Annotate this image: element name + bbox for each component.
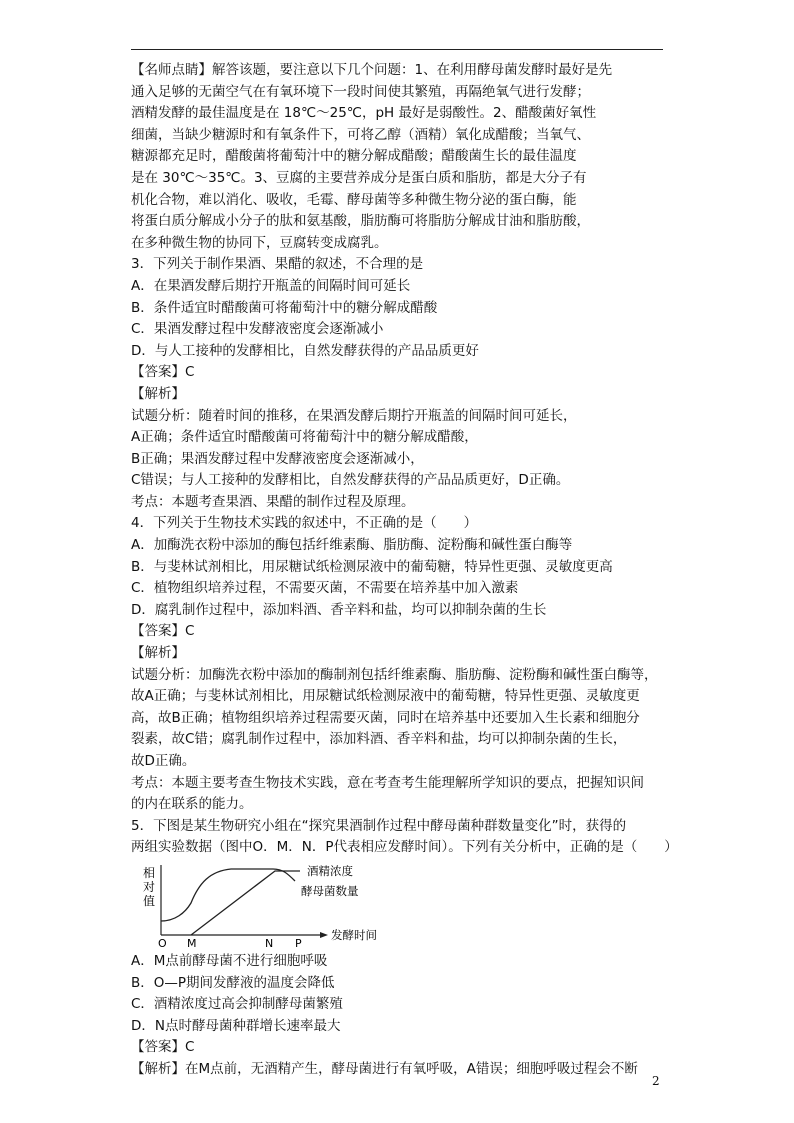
question-4-stem: 4．下列关于生物技术实践的叙述中，不正确的是（ ）	[131, 515, 478, 532]
question-3-option-d: D．与人工接种的发酵相比，自然发酵获得的产品品质更好	[131, 342, 479, 359]
alcohol-curve	[191, 871, 300, 935]
text-line: 机化合物，难以消化、吸收，毛霉、酵母菌等多种微生物分泌的蛋白酶，能	[131, 191, 577, 208]
text-line: 通入足够的无菌空气在有氧环境下一段时间使其繁殖，再隔绝氧气进行发酵；	[131, 83, 590, 100]
text-line: C错误；与人工接种的发酵相比，自然发酵获得的产品品质更好，D正确。	[131, 472, 570, 489]
text-line: 糖源都充足时，醋酸菌将葡萄汁中的糖分解成醋酸；醋酸菌生长的最佳温度	[131, 148, 577, 165]
question-5-option-d: D．N点时酵母菌种群增长速率最大	[131, 1017, 341, 1034]
answer-label: 【答案】C	[131, 623, 195, 640]
text-line: 高，故B正确；植物组织培养过程需要灭菌，同时在培养基中还要加入生长素和细胞分	[131, 709, 640, 726]
header-rule	[131, 49, 663, 50]
question-4-option-b: B．与斐林试剂相比，用尿糖试纸检测尿液中的葡萄糖，特异性更强、灵敏度更高	[131, 558, 613, 575]
tick-n: N	[265, 936, 274, 949]
question-5-stem: 5．下图是某生物研究小组在“探究果酒制作过程中酵母菌种群数量变化”时，获得的	[131, 817, 627, 834]
question-5-option-a: A．M点前酵母菌不进行细胞呼吸	[131, 952, 328, 969]
figure-ylabel-char: 对	[143, 879, 156, 894]
curve-label-yeast: 酵母菌数量	[301, 883, 359, 898]
figure-xlabel: 发酵时间	[331, 927, 377, 942]
question-5-option-c: C．酒精浓度过高会抑制酵母菌繁殖	[131, 996, 343, 1013]
figure-ylabel	[143, 865, 155, 908]
text-line: 试题分析：加酶洗衣粉中添加的酶制剂包括纤维素酶、脂肪酶、淀粉酶和碱性蛋白酶等，	[131, 666, 658, 683]
answer-label: 【答案】C	[131, 364, 195, 381]
question-5-option-b: B．O—P期间发酵液的温度会降低	[131, 974, 335, 991]
text-line: 试题分析：随着时间的推移，在果酒发酵后期拧开瓶盖的间隔时间可延长，	[131, 407, 577, 424]
question-4-option-c: C．植物组织培养过程，不需要灭菌，不需要在培养基中加入激素	[131, 580, 519, 597]
text-line: 【解析】在M点前，无酒精产生，酵母菌进行有氧呼吸，A错误；细胞呼吸过程会不断	[131, 1060, 638, 1077]
question-3-option-a: A．在果酒发酵后期拧开瓶盖的间隔时间可延长	[131, 277, 411, 294]
question-3-stem: 3．下列关于制作果酒、果醋的叙述，不合理的是	[131, 256, 424, 273]
text-line: A正确；条件适宜时醋酸菌可将葡萄汁中的糖分解成醋酸，	[131, 429, 478, 446]
page-content	[131, 60, 678, 1081]
question-4-option-a: A．加酶洗衣粉中添加的酶包括纤维素酶、脂肪酶、淀粉酶和碱性蛋白酶等	[131, 537, 573, 554]
text-line: 考点：本题主要考查生物技术实践，意在考查考生能理解所学知识的要点，把握知识间	[131, 774, 644, 791]
text-line: 故A正确；与斐林试剂相比，用尿糖试纸检测尿液中的葡萄糖，特异性更强、灵敏度更	[131, 688, 640, 705]
text-line: 酒精发酵的最佳温度是在 18℃～25℃，pH 最好是弱酸性。2、醋酸菌好氧性	[131, 105, 597, 122]
analysis-label: 【解析】	[131, 385, 185, 402]
question-4-option-d: D．腐乳制作过程中，添加料酒、香辛料和盐，均可以抑制杂菌的生长	[131, 601, 547, 618]
figure-ylabel-char: 值	[143, 893, 156, 908]
question-5-stem-cont: 两组实验数据（图中O．M．N．P代表相应发酵时间）。下列有关分析中，正确的是（ ）	[131, 839, 678, 856]
text-line: 裂素，故C错；腐乳制作过程中，添加料酒、香辛料和盐，均可以抑制杂菌的生长，	[131, 731, 627, 748]
analysis-label: 【解析】	[131, 645, 185, 662]
question-3-option-c: C．果酒发酵过程中发酵液密度会逐渐减小	[131, 321, 384, 338]
text-line: 细菌，当缺少糖源时和有氧条件下，可将乙醇（酒精）氧化成醋酸；当氧气、	[131, 126, 590, 143]
page-number: 2	[652, 1074, 660, 1088]
text-line: 【名师点睛】解答该题，要注意以下几个问题：1、在利用酵母菌发酵时最好是先	[131, 62, 613, 78]
question-3-option-b: B．条件适宜时醋酸菌可将葡萄汁中的糖分解成醋酸	[131, 299, 438, 316]
text-line: 是在 30℃～35℃。3、豆腐的主要营养成分是蛋白质和脂肪，都是大分子有	[131, 169, 587, 186]
curve-label-alcohol: 酒精浓度	[307, 863, 353, 878]
text-line: 在多种微生物的协同下，豆腐转变成腐乳。	[131, 234, 388, 251]
text-line: B正确；果酒发酵过程中发酵液密度会逐渐减小，	[131, 450, 424, 467]
text-line: 故D正确。	[131, 753, 196, 769]
answer-label: 【答案】C	[131, 1039, 195, 1056]
figure-ylabel-char: 相	[143, 865, 156, 880]
tick-p: P	[295, 936, 302, 949]
tick-o: O	[158, 936, 167, 949]
text-line: 将蛋白质分解成小分子的肽和氨基酸，脂肪酶可将脂肪分解成甘油和脂肪酸，	[131, 213, 590, 230]
tick-m: M	[187, 936, 197, 949]
text-line: 的内在联系的能力。	[131, 796, 253, 813]
fermentation-figure	[135, 863, 415, 949]
yeast-curve	[161, 869, 295, 921]
x-axis-arrow	[320, 932, 328, 938]
text-line: 考点：本题考查果酒、果醋的制作过程及原理。	[131, 493, 415, 510]
